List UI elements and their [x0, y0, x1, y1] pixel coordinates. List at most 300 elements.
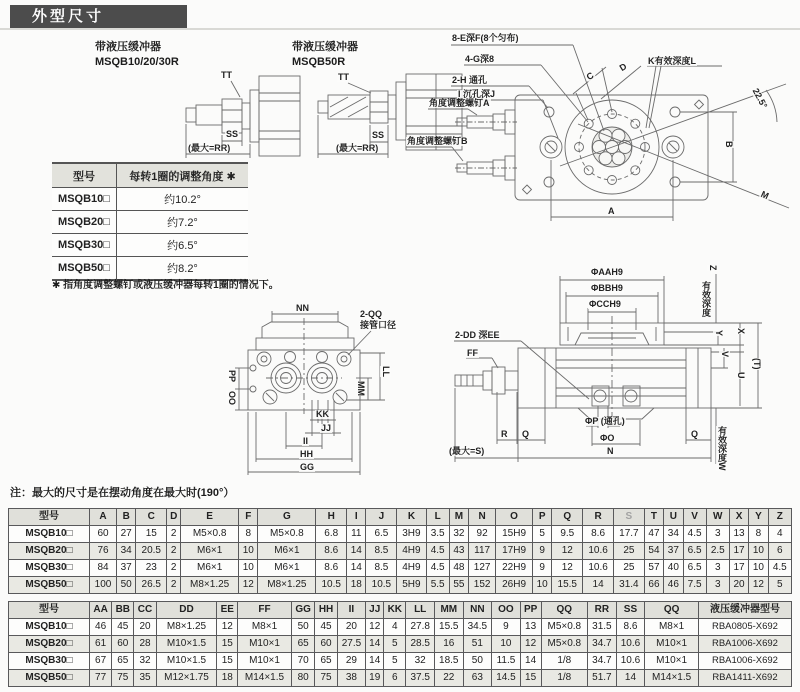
value-cell: 8.6	[316, 543, 347, 560]
value-cell: 84	[90, 560, 117, 577]
value-cell: 38	[337, 670, 366, 687]
page-title: 外型尺寸	[10, 5, 187, 29]
dim-label-r: R	[501, 429, 508, 439]
column-header: 型号	[9, 602, 90, 619]
column-header: PP	[520, 602, 541, 619]
column-header: P	[533, 509, 552, 526]
value-cell: 80	[291, 670, 315, 687]
table-row	[9, 577, 792, 594]
callout-4g: 4-G深8	[465, 54, 495, 64]
value-cell: M8×1.25	[258, 577, 316, 594]
value-cell: 50	[291, 619, 315, 636]
table-row	[9, 526, 792, 543]
value-cell: M6×1	[258, 560, 316, 577]
value-cell: 5	[768, 577, 791, 594]
value-cell: 14	[583, 577, 614, 594]
value-cell: 10.6	[583, 543, 614, 560]
value-cell: 11.5	[492, 653, 521, 670]
value-cell: M8×1	[238, 619, 292, 636]
value-cell: 46	[664, 577, 683, 594]
dim-label-s-max: (最大=S)	[449, 446, 485, 456]
dim-label-depth: 有效深度	[701, 281, 711, 317]
value-cell: 5	[533, 526, 552, 543]
column-header: Q	[552, 509, 583, 526]
column-header: O	[496, 509, 533, 526]
value-cell: 37.5	[406, 670, 435, 687]
value-cell: 6.8	[316, 526, 347, 543]
value-cell: 6	[768, 543, 791, 560]
value-cell: 3H9	[397, 526, 426, 543]
value-cell: 14.5	[492, 670, 521, 687]
value-cell: 12	[749, 577, 768, 594]
dim-label-kk: KK	[316, 409, 329, 419]
column-header: J	[366, 509, 397, 526]
table-row	[9, 619, 792, 636]
value-cell: 47	[644, 526, 663, 543]
value-cell: 18.5	[434, 653, 463, 670]
callout-2h: 2-H 通孔	[452, 75, 488, 85]
dim-label-x: X	[736, 328, 746, 335]
value-cell: 27.5	[337, 636, 366, 653]
model-cell: MSQB20□	[9, 543, 90, 560]
value-cell: 14	[366, 636, 384, 653]
dim-label-q2: Q	[691, 429, 699, 439]
dim-label-v: V	[720, 351, 730, 358]
value-cell: 12	[217, 619, 238, 636]
value-cell: M14×1.5	[645, 670, 699, 687]
dim-label-tt2: TT	[338, 72, 349, 82]
column-header: Y	[749, 509, 768, 526]
column-header: G	[258, 509, 316, 526]
value-cell: 6.5	[366, 526, 397, 543]
column-header: BB	[112, 602, 134, 619]
value-cell: M5×0.8	[541, 619, 588, 636]
column-header: F	[239, 509, 258, 526]
value-cell: 约8.2°	[116, 257, 248, 281]
value-cell: RBA1006-X692	[698, 636, 791, 653]
dim-label-oo: OO	[227, 391, 237, 406]
column-header: 液压缓冲器型号	[698, 602, 791, 619]
column-header: HH	[315, 602, 337, 619]
dim-label-n: N	[607, 446, 614, 456]
column-header: W	[706, 509, 729, 526]
max-size-note: 注：最大的尺寸是在摆动角度在最大时(190°）	[10, 487, 235, 499]
value-cell: 14	[366, 653, 384, 670]
value-cell: M10×1.5	[156, 636, 217, 653]
value-cell: 9	[492, 619, 521, 636]
value-cell: 5H9	[397, 577, 426, 594]
dim-label-rr1: (最大=RR)	[188, 143, 231, 153]
value-cell: 60	[90, 526, 117, 543]
value-cell: M10×1	[645, 653, 699, 670]
value-cell: 25	[613, 543, 644, 560]
value-cell: 2.5	[706, 543, 729, 560]
value-cell: 60	[112, 636, 134, 653]
dim-label-o: ΦO	[600, 433, 615, 443]
value-cell: 12	[239, 577, 258, 594]
value-cell: 28.5	[406, 636, 435, 653]
value-cell: 14	[616, 670, 645, 687]
value-cell: 约7.2°	[116, 211, 248, 234]
column-header: QQ	[541, 602, 588, 619]
value-cell: 3	[706, 560, 729, 577]
value-cell: M6×1	[181, 543, 239, 560]
value-cell: 10	[749, 543, 768, 560]
dim-label-bbh9: ΦBBH9	[591, 283, 623, 293]
value-cell: M12×1.75	[156, 670, 217, 687]
column-header: 每转1圈的调整角度 ✱	[116, 163, 248, 188]
value-cell: M5×0.8	[258, 526, 316, 543]
value-cell: 28	[134, 636, 156, 653]
value-cell: 61	[90, 636, 112, 653]
value-cell: 8	[239, 526, 258, 543]
value-cell: 1/8	[541, 653, 588, 670]
value-cell: 20	[337, 619, 366, 636]
value-cell: 60	[315, 636, 337, 653]
value-cell: M6×1	[181, 560, 239, 577]
value-cell: 35	[134, 670, 156, 687]
value-cell: 29	[337, 653, 366, 670]
dimension-table-1	[8, 508, 792, 594]
dim-label-nn: NN	[296, 303, 309, 313]
value-cell: 12	[552, 560, 583, 577]
value-cell: 15	[217, 653, 238, 670]
column-header: N	[469, 509, 496, 526]
value-cell: 48	[449, 560, 468, 577]
table-row	[52, 234, 248, 257]
dim-label-ll: LL	[381, 366, 391, 377]
value-cell: 12	[520, 636, 541, 653]
table-row	[9, 543, 792, 560]
value-cell: 10	[749, 560, 768, 577]
value-cell: 16	[434, 636, 463, 653]
model-cell: MSQB20□	[9, 636, 90, 653]
value-cell: M10×1	[238, 653, 292, 670]
column-header: AA	[90, 602, 112, 619]
value-cell: 12	[552, 543, 583, 560]
value-cell: 26.5	[136, 577, 167, 594]
dim-label-w-depth: 有效深度W	[717, 426, 727, 471]
column-header: T	[644, 509, 663, 526]
value-cell: 45	[315, 619, 337, 636]
value-cell: 17H9	[496, 543, 533, 560]
column-header: QQ	[645, 602, 699, 619]
caption-model-1: MSQB10/20/30R	[95, 56, 179, 68]
column-header: V	[683, 509, 706, 526]
value-cell: 10.6	[616, 653, 645, 670]
value-cell: 18	[347, 577, 366, 594]
value-cell: 32	[134, 653, 156, 670]
callout-screw-a: 角度调整螺钉A	[429, 98, 490, 108]
column-header: MM	[434, 602, 463, 619]
callout-k: K有效深度L	[648, 56, 696, 66]
column-header: CC	[134, 602, 156, 619]
dim-label-p: ΦP (通孔)	[585, 416, 625, 426]
column-header: 型号	[9, 509, 90, 526]
value-cell: 17	[729, 560, 748, 577]
value-cell: 4.5	[426, 543, 449, 560]
value-cell: 9	[533, 543, 552, 560]
value-cell: 20	[729, 577, 748, 594]
caption-buffer-1: 带液压缓冲器	[95, 41, 161, 53]
value-cell: 9.5	[552, 526, 583, 543]
dim-label-pp: PP	[227, 370, 237, 383]
callout-screw-b: 角度调整螺钉B	[407, 136, 468, 146]
value-cell: 57	[644, 560, 663, 577]
value-cell: 2	[167, 526, 181, 543]
value-cell: 17.7	[613, 526, 644, 543]
model-cell: MSQB20□	[52, 211, 116, 234]
column-header: U	[664, 509, 683, 526]
value-cell: 10	[239, 560, 258, 577]
drawing-top-view	[406, 45, 789, 221]
value-cell: 31.5	[588, 619, 617, 636]
value-cell: 6.5	[683, 560, 706, 577]
dim-label-angle: 22.5°	[750, 86, 770, 110]
value-cell: 34	[117, 543, 136, 560]
callout-ff: FF	[467, 348, 478, 358]
column-header: NN	[463, 602, 492, 619]
callout-2qq: 2-QQ	[360, 309, 383, 319]
value-cell: 152	[469, 577, 496, 594]
value-cell: M8×1.25	[181, 577, 239, 594]
value-cell: 15	[217, 636, 238, 653]
dim-label-mm: MM	[356, 381, 366, 396]
column-header: GG	[291, 602, 315, 619]
column-header: R	[583, 509, 614, 526]
value-cell: 27	[117, 526, 136, 543]
value-cell: 13	[729, 526, 748, 543]
dimension-table-2	[8, 601, 792, 687]
value-cell: 32	[406, 653, 435, 670]
value-cell: M8×1.25	[156, 619, 217, 636]
dim-label-t: (T)	[752, 358, 762, 370]
value-cell: 32	[449, 526, 468, 543]
callout-i: I 沉孔深J	[458, 89, 496, 99]
value-cell: 约10.2°	[116, 188, 248, 211]
value-cell: 46	[90, 619, 112, 636]
value-cell: 50	[117, 577, 136, 594]
value-cell: 50	[463, 653, 492, 670]
value-cell: 4.5	[683, 526, 706, 543]
value-cell: 15	[520, 670, 541, 687]
value-cell: 22H9	[496, 560, 533, 577]
value-cell: 34	[664, 526, 683, 543]
value-cell: 127	[469, 560, 496, 577]
value-cell: 10.6	[583, 560, 614, 577]
value-cell: 4H9	[397, 543, 426, 560]
value-cell: 26H9	[496, 577, 533, 594]
dim-label-c: C	[584, 70, 596, 83]
value-cell: 76	[90, 543, 117, 560]
value-cell: RBA0805-X692	[698, 619, 791, 636]
value-cell: 15.5	[434, 619, 463, 636]
value-cell: 10.5	[316, 577, 347, 594]
column-header: D	[167, 509, 181, 526]
value-cell: 75	[112, 670, 134, 687]
value-cell: 37	[117, 560, 136, 577]
value-cell: M10×1	[645, 636, 699, 653]
value-cell: 34.5	[463, 619, 492, 636]
column-header: C	[136, 509, 167, 526]
value-cell: 15	[136, 526, 167, 543]
value-cell: 5	[384, 636, 406, 653]
value-cell: 2	[167, 543, 181, 560]
dim-label-u: U	[736, 372, 746, 379]
value-cell: M8×1	[645, 619, 699, 636]
value-cell: 19	[366, 670, 384, 687]
dim-label-hh: HH	[300, 449, 313, 459]
model-cell: MSQB50□	[52, 257, 116, 281]
value-cell: 65	[112, 653, 134, 670]
dim-label-tt1: TT	[221, 70, 232, 80]
value-cell: 63	[463, 670, 492, 687]
value-cell: 100	[90, 577, 117, 594]
value-cell: 1/8	[541, 670, 588, 687]
value-cell: 65	[315, 653, 337, 670]
value-cell: 51	[463, 636, 492, 653]
value-cell: 3	[706, 526, 729, 543]
table-row	[52, 211, 248, 234]
dim-label-rr2: (最大=RR)	[336, 143, 379, 153]
value-cell: 75	[315, 670, 337, 687]
column-header: RR	[588, 602, 617, 619]
value-cell: 65	[291, 636, 315, 653]
value-cell: M6×1	[258, 543, 316, 560]
table-footnote: ✱ 指角度调整螺钉或液压缓冲器每转1圈的情况下。	[52, 280, 279, 291]
value-cell: 10.5	[366, 577, 397, 594]
value-cell: 12	[366, 619, 384, 636]
dim-label-aah9: ΦAAH9	[591, 267, 623, 277]
column-header: S	[613, 509, 644, 526]
value-cell: 77	[90, 670, 112, 687]
value-cell: 67	[90, 653, 112, 670]
value-cell: 34.7	[588, 653, 617, 670]
column-header: EE	[217, 602, 238, 619]
dim-label-q1: Q	[522, 429, 530, 439]
value-cell: 6	[384, 670, 406, 687]
value-cell: 15.5	[552, 577, 583, 594]
value-cell: 10	[239, 543, 258, 560]
dim-label-y: Y	[714, 330, 724, 337]
dim-label-ss1: SS	[226, 129, 239, 139]
value-cell: 14	[520, 653, 541, 670]
value-cell: 3	[706, 577, 729, 594]
column-header: B	[117, 509, 136, 526]
column-header: FF	[238, 602, 292, 619]
value-cell: 10	[533, 577, 552, 594]
adjust-angle-table	[52, 162, 248, 281]
dim-label-ss2: SS	[372, 130, 385, 140]
value-cell: M10×1.5	[156, 653, 217, 670]
value-cell: 40	[664, 560, 683, 577]
value-cell: 20	[134, 619, 156, 636]
value-cell: 55	[449, 577, 468, 594]
value-cell: 8.6	[616, 619, 645, 636]
value-cell: 4.5	[426, 560, 449, 577]
value-cell: 7.5	[683, 577, 706, 594]
value-cell: 8.6	[316, 560, 347, 577]
value-cell: 92	[469, 526, 496, 543]
model-cell: MSQB30□	[52, 234, 116, 257]
value-cell: 5.5	[426, 577, 449, 594]
column-header: SS	[616, 602, 645, 619]
value-cell: 11	[347, 526, 366, 543]
dim-label-m: M	[759, 188, 771, 202]
model-cell: MSQB30□	[9, 560, 90, 577]
column-header: II	[337, 602, 366, 619]
value-cell: 37	[664, 543, 683, 560]
value-cell: 43	[449, 543, 468, 560]
value-cell: 66	[644, 577, 663, 594]
table-row	[9, 636, 792, 653]
value-cell: 18	[217, 670, 238, 687]
value-cell: 25	[613, 560, 644, 577]
value-cell: 17	[729, 543, 748, 560]
value-cell: RBA1411-X692	[698, 670, 791, 687]
model-cell: MSQB10□	[9, 526, 90, 543]
dim-label-a: A	[608, 206, 615, 216]
model-cell: MSQB30□	[9, 653, 90, 670]
column-header: KK	[384, 602, 406, 619]
table-row	[9, 560, 792, 577]
callout-8e: 8-E深F(8个匀布)	[452, 33, 519, 43]
table-row	[9, 670, 792, 687]
value-cell: 3.5	[426, 526, 449, 543]
value-cell: 27.8	[406, 619, 435, 636]
value-cell: 5	[384, 653, 406, 670]
value-cell: 31.4	[613, 577, 644, 594]
value-cell: M5×0.8	[541, 636, 588, 653]
value-cell: 45	[112, 619, 134, 636]
column-header: JJ	[366, 602, 384, 619]
column-header: LL	[406, 602, 435, 619]
dim-label-b: B	[724, 141, 734, 148]
value-cell: 4	[384, 619, 406, 636]
value-cell: 10.6	[616, 636, 645, 653]
column-header: I	[347, 509, 366, 526]
value-cell: 54	[644, 543, 663, 560]
callout-2dd: 2-DD 深EE	[455, 330, 500, 340]
value-cell: 15H9	[496, 526, 533, 543]
value-cell: 8	[749, 526, 768, 543]
table-row	[52, 188, 248, 211]
value-cell: 4H9	[397, 560, 426, 577]
callout-port-size: 接管口径	[360, 320, 397, 330]
dim-label-cch9: ΦCCH9	[589, 299, 621, 309]
value-cell: M14×1.5	[238, 670, 292, 687]
column-header: OO	[492, 602, 521, 619]
model-cell: MSQB50□	[9, 670, 90, 687]
value-cell: 20.5	[136, 543, 167, 560]
dim-label-jj: JJ	[321, 423, 332, 433]
column-header: Z	[768, 509, 791, 526]
value-cell: 6.5	[683, 543, 706, 560]
value-cell: RBA1006-X692	[698, 653, 791, 670]
value-cell: 2	[167, 577, 181, 594]
value-cell: 10	[492, 636, 521, 653]
value-cell: 13	[520, 619, 541, 636]
table-row	[9, 653, 792, 670]
value-cell: 70	[291, 653, 315, 670]
value-cell: 8.5	[366, 560, 397, 577]
dim-label-z: Z	[708, 265, 718, 271]
value-cell: 22	[434, 670, 463, 687]
value-cell: M5×0.8	[181, 526, 239, 543]
value-cell: 8.6	[583, 526, 614, 543]
caption-buffer-2: 带液压缓冲器	[292, 41, 358, 53]
value-cell: 14	[347, 560, 366, 577]
